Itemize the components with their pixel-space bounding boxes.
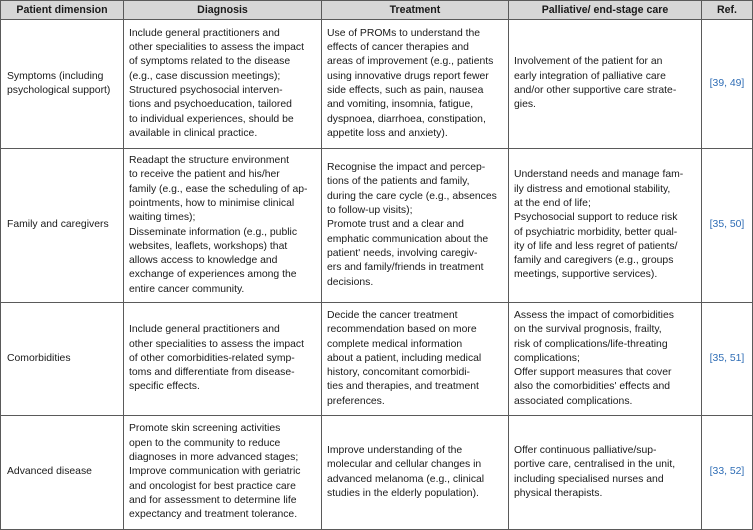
palliative-text: Understand needs and manage fam- ily distress and emotional stability, at the end of life; Psychosocial support to reduce risk of psychiatric morbidity, better qual- ity of life and less regret of patients/ family and caregivers (e.g., groups meetings, supportive services). <box>514 169 684 281</box>
table-row <box>1 20 753 149</box>
treatment-cell <box>322 416 509 530</box>
treatment-text: Improve understanding of the molecular and cellular changes in advanced melanoma (e.g., clinical studies in the elderly population). <box>327 444 485 499</box>
diagnosis-text: Readapt the structure environment to receive the patient and his/her family (e.g., ease the scheduling of ap- pointments, how to minimise clinical waiting times); Disseminate information (e.g., public websites, leaflets, workshops) that allows access to knowledge and exchange of experiences among the entire cancer community. <box>129 155 308 295</box>
diagnosis-text: Include general practitioners and other specialities to assess the impact of symptoms related to the disease (e.g., case discussion meetings); Structured psychosocial interven- tions and psychoeducation, tailored to individual experiences, should be available in clinical practice. <box>129 27 304 139</box>
diagnosis-cell <box>124 20 322 149</box>
row-dimension-cell <box>1 20 124 149</box>
row-dimension-text: Comorbidities <box>7 352 71 364</box>
diagnosis-cell <box>124 149 322 303</box>
header-ref: Ref. <box>702 1 753 20</box>
row-dimension-cell <box>1 303 124 416</box>
row-dimension-text: Family and caregivers <box>7 219 109 231</box>
reference-link[interactable]: [39, 49] <box>709 77 745 89</box>
header-patient-dimension: Patient dimension <box>1 1 124 20</box>
treatment-text: Decide the cancer treatment recommendation based on more complete medical information about a patient, including medical history, concomitant comorbidi- ties and therapies, and treatment preferences. <box>327 309 482 407</box>
palliative-cell <box>509 416 702 530</box>
palliative-text: Offer continuous palliative/sup- portive care, centralised in the unit, including specialised nurses and physical therapists. <box>514 444 676 499</box>
row-dimension-cell <box>1 149 124 303</box>
treatment-cell <box>322 20 509 149</box>
ref-cell <box>702 20 753 149</box>
header-palliative-care: Palliative/ end-stage care <box>509 1 702 20</box>
table-row <box>1 149 753 303</box>
treatment-cell <box>322 303 509 416</box>
reference-link[interactable]: [35, 50] <box>709 219 745 231</box>
ref-cell <box>702 149 753 303</box>
ref-cell <box>702 303 753 416</box>
diagnosis-text: Include general practitioners and other specialities to assess the impact of other comorbidities-related symp- toms and differentiate from disease- specific effects. <box>129 324 304 393</box>
row-dimension-cell <box>1 416 124 530</box>
table-row <box>1 303 753 416</box>
palliative-cell <box>509 149 702 303</box>
palliative-cell <box>509 20 702 149</box>
row-dimension-text: Symptoms (including psychological support) <box>7 70 111 96</box>
diagnosis-cell <box>124 416 322 530</box>
treatment-cell <box>322 149 509 303</box>
reference-link[interactable]: [33, 52] <box>709 466 745 478</box>
reference-link[interactable]: [35, 51] <box>709 352 745 364</box>
palliative-text: Involvement of the patient for an early integration of palliative care and/or other supportive care strate- gies. <box>514 56 677 111</box>
table-header-row <box>1 1 753 20</box>
row-dimension-text: Advanced disease <box>7 466 92 478</box>
diagnosis-cell <box>124 303 322 416</box>
palliative-cell <box>509 303 702 416</box>
diagnosis-text: Promote skin screening activities open to the community to reduce diagnoses in more advanced stages; Improve communication with geriatric and oncologist for best practice care and for assessment to determine life expectancy and treatment tolerance. <box>129 423 301 521</box>
header-treatment: Treatment <box>322 1 509 20</box>
table-row <box>1 416 753 530</box>
treatment-text: Use of PROMs to understand the effects of cancer therapies and areas of improvement (e.g., patients using innovative drugs report fewer side effects, such as pain, nausea and vomiting, insomnia, fatigue, dyspnoea, diarrhoea, constipation, appetite loss and anxiety). <box>327 27 494 139</box>
header-diagnosis: Diagnosis <box>124 1 322 20</box>
treatment-text: Recognise the impact and percep- tions of the patients and family, during the care cycle (e.g., absences to follow-up visits); Promote trust and a clear and emphatic communication about the patient' needs, involving caregiv- ers and family/friends in treatment decisions. <box>327 162 497 288</box>
palliative-text: Assess the impact of comorbidities on the survival prognosis, frailty, risk of complications/life-threating complications; Offer support measures that cover also the comorbidities' effects and associated complications. <box>514 309 674 407</box>
ref-cell <box>702 416 753 530</box>
